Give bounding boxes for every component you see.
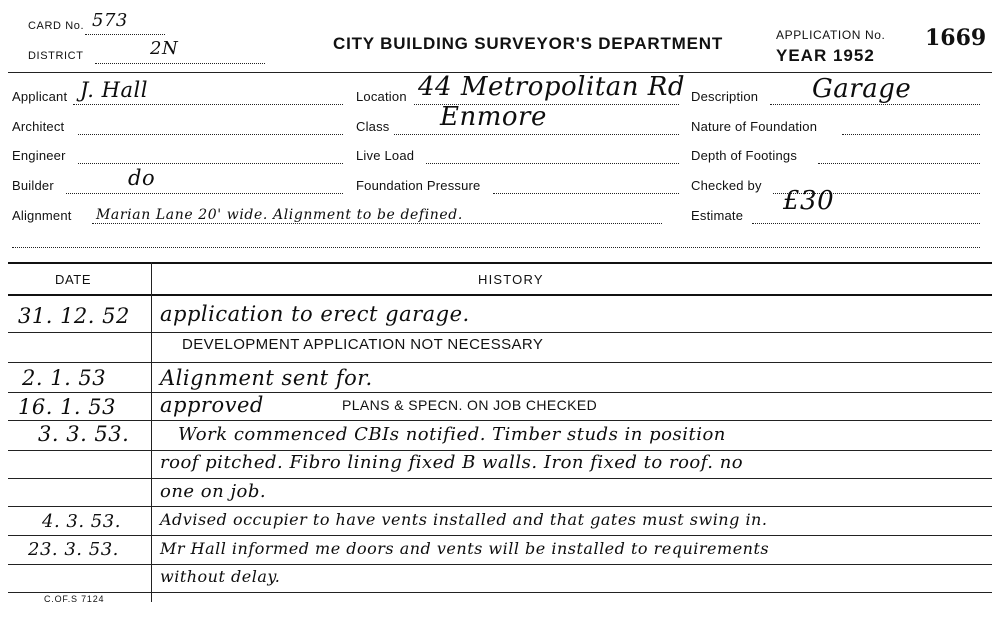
history-date: 16. 1. 53 <box>18 395 117 419</box>
history-entry: Alignment sent for. <box>160 366 373 390</box>
history-date: 23. 3. 53. <box>28 539 119 560</box>
district-label: DISTRICT <box>28 50 84 62</box>
card-no-label: CARD No. <box>28 20 85 32</box>
foundation-pressure-label: Foundation Pressure <box>356 178 481 193</box>
row-rule <box>8 506 992 507</box>
year-label: YEAR 1952 <box>776 46 875 65</box>
history-entry: roof pitched. Fibro lining fixed B walls. Iron fixed to roof. no <box>160 452 744 473</box>
history-entry: without delay. <box>160 567 281 586</box>
live-load-label: Live Load <box>356 148 415 163</box>
alignment-label: Alignment <box>12 208 72 223</box>
description-label: Description <box>691 89 759 104</box>
row-rule <box>8 535 992 536</box>
history-header-rule <box>8 294 992 296</box>
application-no-value: 1669 <box>925 25 987 51</box>
history-date: 3. 3. 53. <box>38 422 130 446</box>
history-date: 2. 1. 53 <box>22 366 107 390</box>
estimate-label: Estimate <box>691 208 744 223</box>
applicant-label: Applicant <box>12 89 68 104</box>
row-rule <box>8 420 992 421</box>
location-label: Location <box>356 89 407 104</box>
description-value: Garage <box>812 74 912 104</box>
history-entry: Work commenced CBIs notified. Timber studs in position <box>178 424 726 445</box>
nature-of-foundation-label: Nature of Foundation <box>691 119 818 134</box>
date-column-divider <box>151 262 152 602</box>
history-entry: Mr Hall informed me doors and vents will be installed to requirements <box>160 539 770 558</box>
class-dots <box>394 134 679 135</box>
builder-dots <box>66 193 343 194</box>
history-date: 4. 3. 53. <box>42 511 121 532</box>
applicant-dots <box>73 104 343 105</box>
applicant-value: J. Hall <box>80 78 148 102</box>
builder-value: do <box>128 166 156 190</box>
engineer-dots <box>78 163 343 164</box>
location-value: 44 Metropolitan Rd <box>418 72 685 102</box>
history-entry: one on job. <box>160 481 267 502</box>
class-value: Enmore <box>440 102 547 132</box>
row-rule <box>8 592 992 593</box>
card-no-dots <box>85 34 165 35</box>
district-value: 2N <box>150 38 179 59</box>
application-no-label: APPLICATION No. <box>776 28 886 42</box>
history-top-rule <box>8 262 992 264</box>
row-rule <box>8 564 992 565</box>
nature-of-foundation-dots <box>842 134 980 135</box>
architect-label: Architect <box>12 119 65 134</box>
card-no-value: 573 <box>92 10 128 31</box>
form-code: C.OF.S 7124 <box>44 594 105 604</box>
history-entry: application to erect garage. <box>160 302 470 326</box>
live-load-dots <box>426 163 679 164</box>
depth-of-footings-label: Depth of Footings <box>691 148 798 163</box>
alignment-value: Marian Lane 20' wide. Alignment to be defined. <box>96 207 463 223</box>
class-label: Class <box>356 119 390 134</box>
depth-of-footings-dots <box>818 163 980 164</box>
history-header: HISTORY <box>478 272 544 287</box>
row-rule <box>8 450 992 451</box>
row-rule <box>8 478 992 479</box>
estimate-dots <box>752 223 980 224</box>
row-rule <box>8 362 992 363</box>
architect-dots <box>78 134 343 135</box>
district-dots <box>95 63 265 64</box>
history-entry-typed: PLANS & SPECN. ON JOB CHECKED <box>342 397 598 413</box>
alignment-dots <box>92 223 662 224</box>
blank-dotted-line <box>12 247 980 248</box>
engineer-label: Engineer <box>12 148 66 163</box>
estimate-value: £30 <box>783 186 835 216</box>
history-date: 31. 12. 52 <box>18 304 130 328</box>
history-entry: approved <box>160 393 264 417</box>
checked-by-label: Checked by <box>691 178 762 193</box>
foundation-pressure-dots <box>493 193 679 194</box>
history-entry: Advised occupier to have vents installed and that gates must swing in. <box>160 510 768 529</box>
history-entry-typed: DEVELOPMENT APPLICATION NOT NECESSARY <box>182 336 544 353</box>
date-header: DATE <box>55 272 92 287</box>
row-rule <box>8 392 992 393</box>
builder-label: Builder <box>12 178 54 193</box>
row-rule <box>8 332 992 333</box>
description-dots <box>770 104 980 105</box>
department-title: CITY BUILDING SURVEYOR'S DEPARTMENT <box>333 34 724 53</box>
